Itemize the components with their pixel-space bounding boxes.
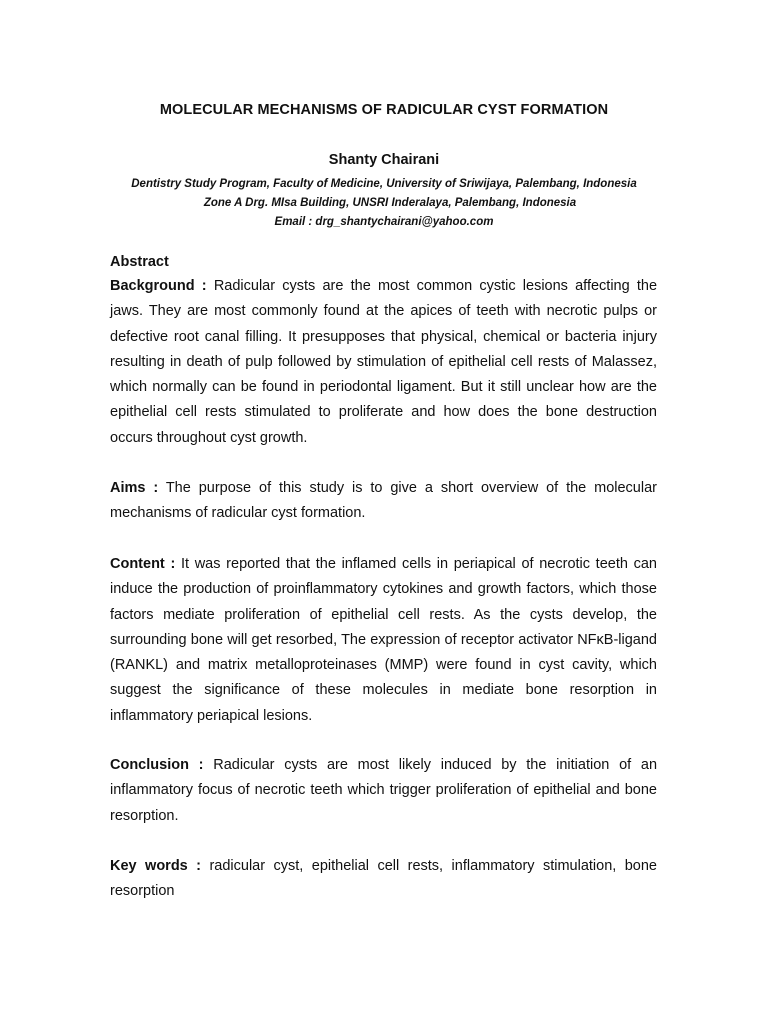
keywords-label: Key words : — [110, 858, 202, 874]
background-label: Background : — [110, 278, 207, 294]
affiliation-line-2: Zone A Drg. MIsa Building, UNSRI Inderalaya, Palembang, Indonesia — [203, 197, 577, 209]
aims-label: Aims : — [110, 480, 159, 496]
content-text: It was reported that the inflamed cells in periapical of necrotic teeth can induce the production of proinflammatory cytokines and growth factors, which those factors mediate proliferation of epithelial cell rests. As the cysts develop, the surrounding bone will get resorbed, The expression of receptor activator NFκB-ligand (RANKL) and matrix metalloproteinases (MMP) were found in cyst cavity, which suggest the significance of these molecules in mediate bone resorption in inflammatory periapical lesions. — [110, 556, 657, 724]
abstract-aims-paragraph — [110, 476, 657, 527]
conclusion-label: Conclusion : — [110, 757, 204, 773]
author-name: Shanty Chairani — [328, 152, 440, 168]
author-email: Email : drg_shantychairani@yahoo.com — [274, 216, 494, 228]
affiliation-line-1: Dentistry Study Program, Faculty of Medicine, University of Sriwijaya, Palembang, Indonesia — [131, 178, 637, 190]
abstract-content-paragraph — [110, 552, 657, 729]
conclusion-text: Radicular cysts are most likely induced by the initiation of an inflammatory focus of necrotic teeth which trigger proliferation of epithelial and bone resorption. — [110, 757, 658, 824]
abstract-conclusion-paragraph — [110, 753, 657, 829]
aims-text: The purpose of this study is to give a short overview of the molecular mechanisms of radicular cyst formation. — [110, 480, 657, 522]
abstract-background-paragraph — [110, 274, 657, 451]
background-text: Radicular cysts are the most common cystic lesions affecting the jaws. They are most commonly found at the apices of teeth with necrotic pulps or defective root canal filling. It presupposes that physical, chemical or bacteria injury resulting in death of pulp followed by stimulation of epithelial cell rests of Malassez, which normally can be found in periodontal ligament. But it still unclear how are the epithelial cell rests stimulated to proliferate and how does the bone destruction occurs throughout cyst growth. — [110, 278, 658, 446]
abstract-heading: Abstract — [110, 254, 169, 270]
keywords-text: radicular cyst, epithelial cell rests, inflammatory stimulation, bone resorption — [110, 858, 657, 900]
keywords-paragraph — [110, 854, 657, 905]
content-label: Content : — [110, 556, 176, 572]
paper-title: MOLECULAR MECHANISMS OF RADICULAR CYST FORMATION — [159, 102, 609, 118]
